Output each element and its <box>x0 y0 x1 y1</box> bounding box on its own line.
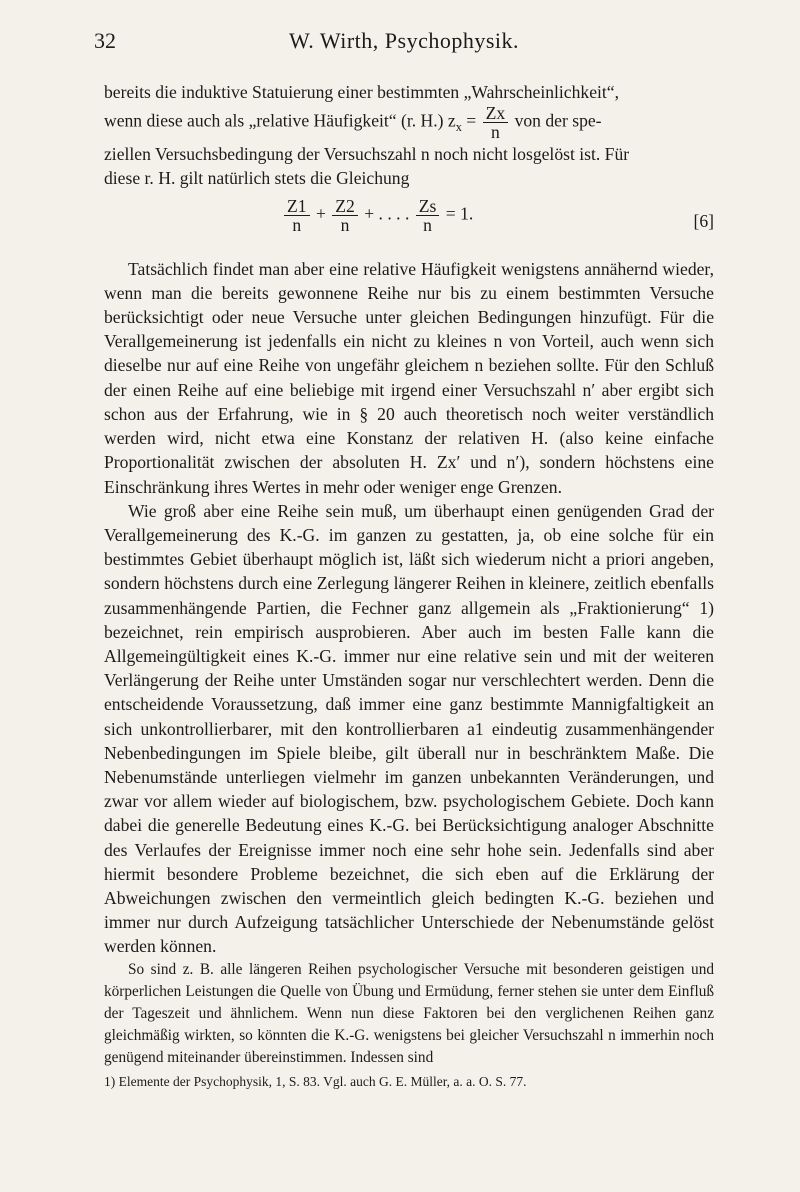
text-segment: wenn diese auch als „relative Häufigkeit“ (r. H.) z <box>104 110 456 131</box>
fraction-numerator: Z1 <box>284 197 310 216</box>
plus-sign: + <box>311 203 331 224</box>
fraction-numerator: Z2 <box>332 197 358 216</box>
plus-ellipsis: + . . . . <box>359 203 414 224</box>
equals-one: = 1. <box>441 203 474 224</box>
fraction <box>284 197 310 234</box>
text-line: ziellen Versuchsbedingung der Versuchszahl n noch nicht losgelöst ist. Für <box>104 144 630 165</box>
text-line: bereits die induktive Statuierung einer bestimmten „Wahrscheinlichkeit“, <box>104 82 619 102</box>
footnote: 1) Elemente der Psychophysik, 1, S. 83. Vgl. auch G. E. Müller, a. a. O. S. 77. <box>104 1073 527 1089</box>
running-header <box>94 28 714 58</box>
fraction-denominator: n <box>292 214 302 235</box>
fraction-denominator: n <box>423 214 432 235</box>
fraction-denominator: n <box>340 214 350 235</box>
paragraph: Tatsächlich findet man aber eine relative Häufigkeit wenigstens annähernd wieder, wenn man die bereits gewonnene Reihe nur bis zu einem bestimmten Versuche berücksichtigt oder neue Versuche unter gleichen Bedingungen hinzufügt. Für die Verallgemeinerung ist jedenfalls ein nicht zu kleines n von Vorteil, auch wenn sich dieselbe nur auf eine Reihe von ungefähr gleichem n beziehen sollte. Für den Schluß der einen Reihe auf eine beliebige mit irgend einer Versuchszahl n′ aber ergibt sich schon aus der Erfahrung, wie in § 20 auch theoretisch noch weiter verständlich werden wird, nicht etwa eine Konstanz der relativen H. (also keine einfache Proportionalität zwischen der absoluten H. Zx′ und n′), sondern höchstens eine Einschränkung ihres Wertes in mehr oder weniger enge Grenzen. <box>104 258 714 497</box>
paragraph-small-print: So sind z. B. alle längeren Reihen psychologischer Versuche mit besonderen geistigen und körperlichen Leistungen die Quelle von Übung und Ermüdung, ferner stehen sie unter dem Einfluß der Tageszeit und ähnlichem. Wenn nun diese Faktoren bei den verglichenen Reihen ganz gleichmäßig wirkten, so könnten die K.-G. wenigstens bei gleicher Versuchszahl n immerhin noch genügend miteinander übereinstimmen. Indessen sind <box>104 960 714 1067</box>
fraction-denominator: n <box>491 122 500 143</box>
equation-formula <box>282 197 473 234</box>
page-number: 32 <box>94 28 116 53</box>
subscript: x <box>455 120 462 135</box>
fraction-numerator: Zx <box>483 104 509 123</box>
equation-number: [6] <box>693 210 714 231</box>
fraction <box>416 197 440 234</box>
fraction-numerator: Zs <box>416 197 440 216</box>
equals-sign: = <box>461 110 481 131</box>
fraction <box>483 104 509 141</box>
paragraph: Wie groß aber eine Reihe sein muß, um überhaupt einen genügenden Grad der Verallgemeinerung des K.-G. im ganzen zu gestatten, ja, ob eine solche für ein bestimmtes Gebiet überhaupt möglich ist, läßt sich wiederum nicht a priori angeben, sondern höchstens durch eine Zerlegung längerer Reihen in kleinere, zeitlich ebenfalls zusammenhängende Partien, die Fechner ganz allgemein als „Fraktionierung“ 1) bezeichnet, rein empirisch ausprobieren. Aber auch im besten Falle kann die Allgemeingültigkeit eines K.-G. immer nur eine relative sein und mit der weiteren Verlängerung der Reihe unter Umständen sogar nur verschlechtert werden. Denn die entscheidende Voraussetzung, daß immer eine ganz bestimmte Mannigfaltigkeit an sich unkontrollierbarer, mit den kontrollierbaren a1 eindeutig zusammenhängender Nebenbedingungen im Spiele bleibe, gilt überall nur in beschränktem Maße. Die Nebenumstände unterliegen vielmehr im ganzen unbekannten Veränderungen, und zwar vor allem wieder auf biologischem, bzw. psychologischem Gebiete. Doch kann dabei die generelle Bedeutung eines K.-G. bei Berücksichtigung analoger Abschnitte des Verlaufes der Ereignisse immer noch eine sehr hohe sein. Jedenfalls sind aber hiermit besondere Probleme bezeichnet, die sich eben auf die Erklärung der Abweichungen zwischen den vermeintlich gleich bedingten K.-G. beziehen und immer nur durch Aufzeigung tatsächlicher Unterschiede der Nebenumstände gelöst werden können. <box>104 500 714 957</box>
text-segment: von der spe- <box>510 110 602 131</box>
equation-6 <box>104 195 714 251</box>
text-body <box>104 80 714 1094</box>
fraction <box>332 197 358 234</box>
running-title: W. Wirth, Psychophysik. <box>288 28 520 53</box>
text-line-with-fraction <box>104 104 714 142</box>
text-line: diese r. H. gilt natürlich stets die Gleichung <box>104 168 410 189</box>
